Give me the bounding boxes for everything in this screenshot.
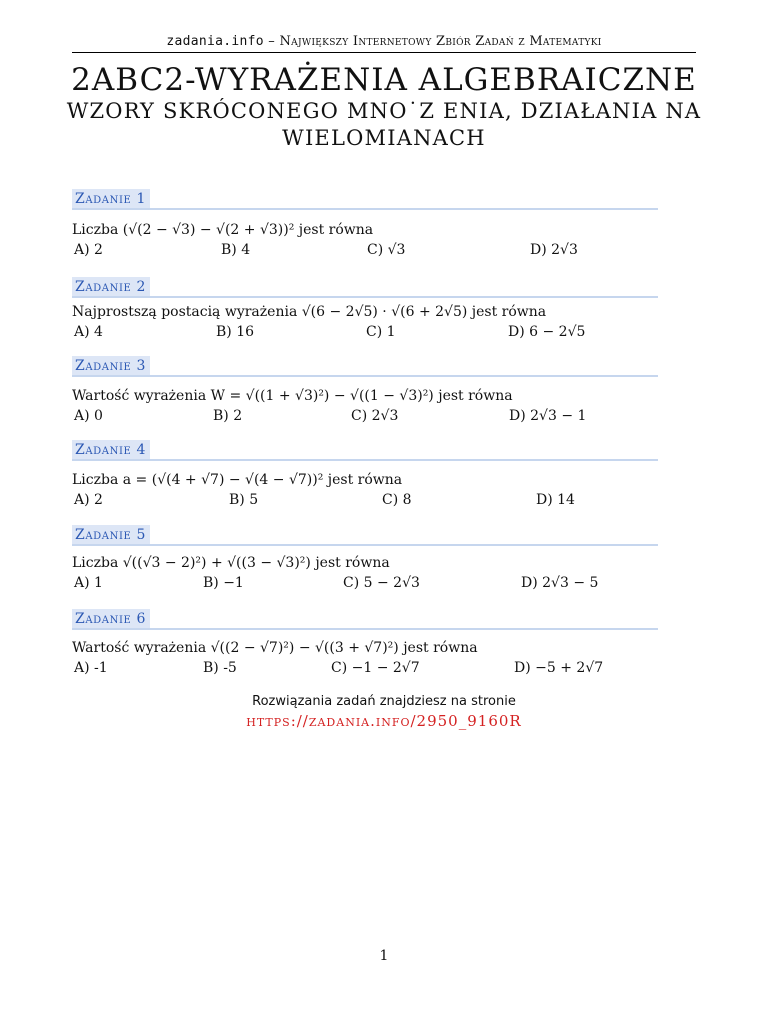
answer-c: C) −1 − 2√7 (331, 660, 420, 676)
task-header (72, 355, 658, 377)
answer-a: A) 4 (74, 324, 103, 340)
task-label: Zadanie 5 (72, 525, 150, 545)
document-title: 2ABC2-WYRAŻENIA ALGEBRAICZNE (71, 62, 697, 98)
answer-b: B) −1 (203, 575, 244, 591)
task-label: Zadanie 3 (72, 356, 150, 376)
task-rule (72, 544, 658, 546)
answer-b: B) 16 (216, 324, 255, 340)
answer-a: A) 0 (74, 408, 103, 424)
answer-d: D) 2√3 (530, 242, 578, 258)
task-answers (72, 490, 658, 510)
answer-b: B) -5 (203, 660, 237, 676)
page-header (72, 34, 696, 53)
task-6 (72, 608, 658, 678)
task-answers (72, 240, 658, 260)
task-rule (72, 375, 658, 377)
task-answers (72, 658, 658, 678)
header-rule (72, 52, 696, 53)
task-label: Zadanie 2 (72, 277, 150, 297)
answer-c: C) 5 − 2√3 (343, 575, 420, 591)
page-number: 1 (379, 948, 389, 964)
task-rule (72, 459, 658, 461)
task-label: Zadanie 1 (72, 189, 150, 209)
header-text: – Największy Internetowy Zbiór Zadań z Matematyki (263, 34, 602, 49)
task-header (72, 524, 658, 546)
answer-b: B) 4 (221, 242, 251, 258)
task-question: Wartość wyrażenia W = √((1 + √3)²) − √((1 − √3)²) jest równa (72, 388, 513, 404)
document-subtitle (40, 98, 728, 152)
task-rule (72, 296, 658, 298)
header-line (72, 34, 696, 49)
task-question: Wartość wyrażenia √((2 − √7)²) − √((3 + √7)²) jest równa (72, 640, 478, 656)
task-5 (72, 524, 658, 593)
answer-c: C) 2√3 (351, 408, 399, 424)
answer-d: D) 14 (536, 492, 575, 508)
answer-d: D) 6 − 2√5 (508, 324, 586, 340)
answer-d: D) 2√3 − 5 (521, 575, 599, 591)
answer-d: D) 2√3 − 1 (509, 408, 587, 424)
task-question: Liczba √((√3 − 2)²) + √((3 − √3)²) jest równa (72, 555, 390, 571)
answer-d: D) −5 + 2√7 (514, 660, 604, 676)
task-question: Liczba (√(2 − √3) − √(2 + √3))² jest równa (72, 222, 374, 238)
task-1 (72, 188, 658, 260)
task-label: Zadanie 4 (72, 440, 150, 460)
task-3 (72, 355, 658, 426)
subtitle-line-1: WZORY SKRÓCONEGO MNO˙Z ENIA, DZIAŁANIA NA (66, 99, 702, 123)
task-4 (72, 439, 658, 510)
task-label: Zadanie 6 (72, 609, 150, 629)
task-rule (72, 628, 658, 630)
task-answers (72, 322, 658, 342)
answer-c: C) 1 (366, 324, 396, 340)
answer-c: C) √3 (367, 242, 406, 258)
answer-a: A) 1 (74, 575, 103, 591)
task-question: Liczba a = (√(4 + √7) − √(4 − √7))² jest równa (72, 472, 403, 488)
task-header (72, 608, 658, 630)
answer-a: A) -1 (74, 660, 108, 676)
answer-c: C) 8 (382, 492, 412, 508)
task-header (72, 188, 658, 210)
subtitle-line-2: WIELOMIANACH (282, 126, 486, 150)
task-header (72, 439, 658, 461)
task-rule (72, 208, 658, 210)
solutions-link[interactable]: https://zadania.info/2950_9160R (246, 712, 522, 730)
answer-b: B) 2 (213, 408, 243, 424)
answer-b: B) 5 (229, 492, 259, 508)
task-header (72, 276, 658, 298)
footer-text: Rozwiązania zadań znajdziesz na stronie (252, 694, 516, 709)
task-answers (72, 573, 658, 593)
answer-a: A) 2 (74, 242, 103, 258)
task-question: Najprostszą postacią wyrażenia √(6 − 2√5) · √(6 + 2√5) jest równa (72, 304, 547, 320)
header-site: zadania.info (166, 34, 264, 49)
task-answers (72, 406, 658, 426)
task-2 (72, 276, 658, 342)
answer-a: A) 2 (74, 492, 103, 508)
